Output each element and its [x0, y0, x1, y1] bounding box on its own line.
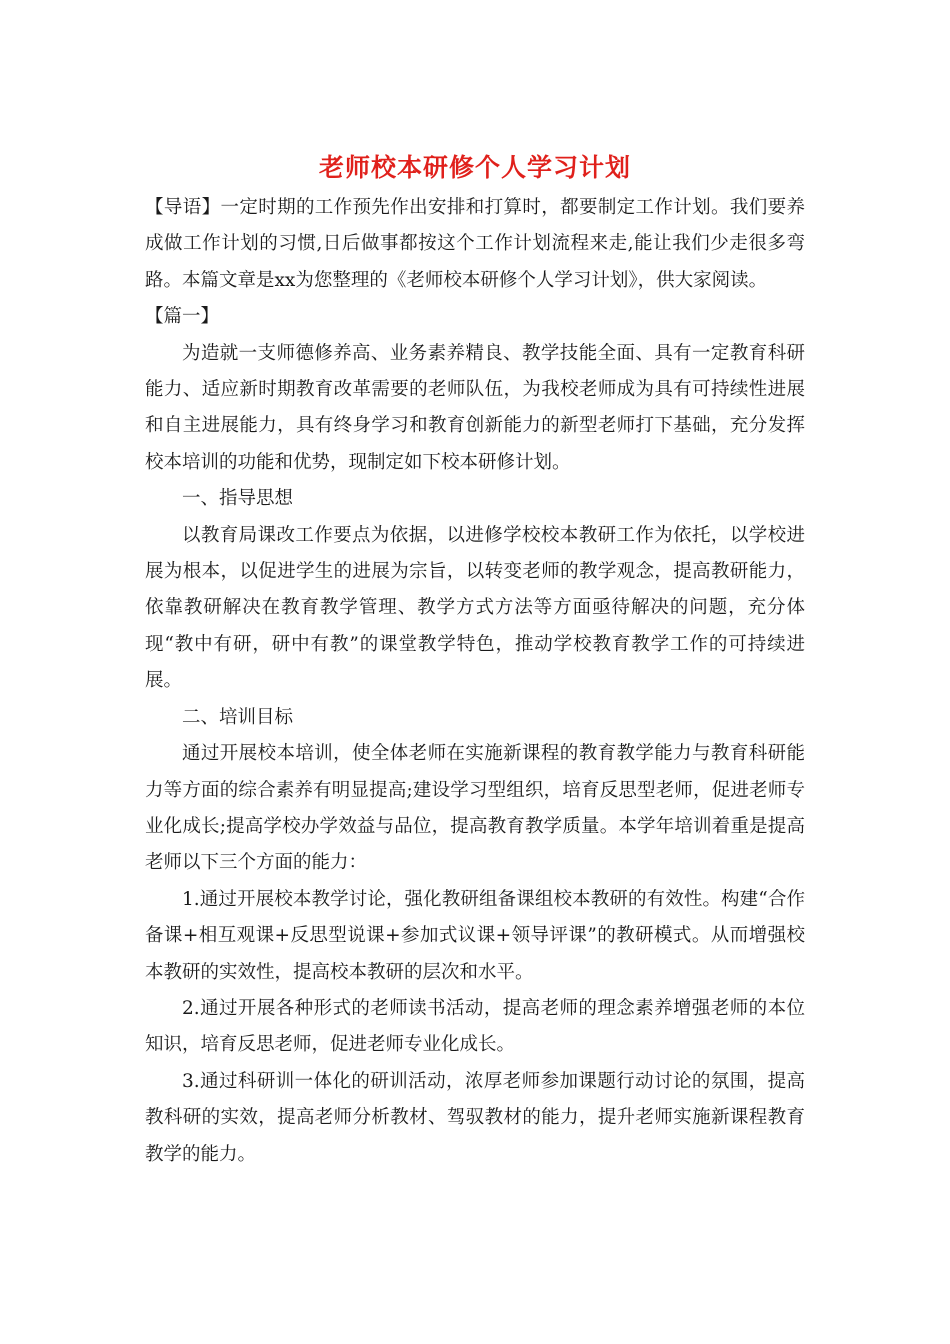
guiding-thought-paragraph: 以教育局课改工作要点为依据，以进修学校校本教研工作为依托，以学校进展为根本，以促进学生的进展为宗旨，以转变老师的教学观念，提高教研能力，依靠教研解决在教育教学管理、教学方式方法等方面亟待解决的问题，充分体现“教中有研，研中有教”的课堂教学特色，推动学校教育教学工作的可持续进展。 — [145, 524, 805, 692]
goal-item-3: 3.通过科研训一体化的研训活动，浓厚老师参加课题行动讨论的氛围，提高教科研的实效，提高老师分析教材、驾驭教材的能力，提升老师实施新课程教育教学的能力。 — [145, 1070, 805, 1165]
goal-item-1: 1.通过开展校本教学讨论，强化教研组备课组校本教研的有效性。构建“合作备课+相互观课+反思型说课+参加式议课+领导评课”的教研模式。从而增强校本教研的实效性，提高校本教研的层次和水平。 — [145, 888, 805, 983]
heading-guiding-thought: 一、指导思想 — [182, 488, 294, 510]
intro-paragraph: 【导语】一定时期的工作预先作出安排和打算时，都要制定工作计划。我们要养成做工作计划的习惯,日后做事都按这个工作计划流程来走,能让我们少走很多弯路。本篇文章是xx为您整理的《老师校本研修个人学习计划》，供大家阅读。 — [145, 197, 805, 291]
training-goals-paragraph: 通过开展校本培训，使全体老师在实施新课程的教育教学能力与教育科研能力等方面的综合素养有明显提高;建设学习型组织，培育反思型老师，促进老师专业化成长;提高学校办学效益与品位，提高教育教学质量。本学年培训着重是提高老师以下三个方面的能力： — [145, 743, 805, 874]
preface-paragraph: 为造就一支师德修养高、业务素养精良、教学技能全面、具有一定教育科研能力、适应新时期教育改革需要的老师队伍，为我校老师成为具有可持续性进展和自主进展能力，具有终身学习和教育创新能力的新型老师打下基础，充分发挥校本培训的功能和优势，现制定如下校本研修计划。 — [145, 342, 805, 473]
document-title: 老师校本研修个人学习计划 — [318, 153, 631, 182]
section-label: 【篇一】 — [145, 306, 220, 328]
heading-training-goals: 二、培训目标 — [182, 706, 294, 728]
goal-item-2: 2.通过开展各种形式的老师读书活动，提高老师的理念素养增强老师的本位知识，培育反思老师，促进老师专业化成长。 — [145, 997, 805, 1056]
document-page — [145, 150, 805, 1173]
